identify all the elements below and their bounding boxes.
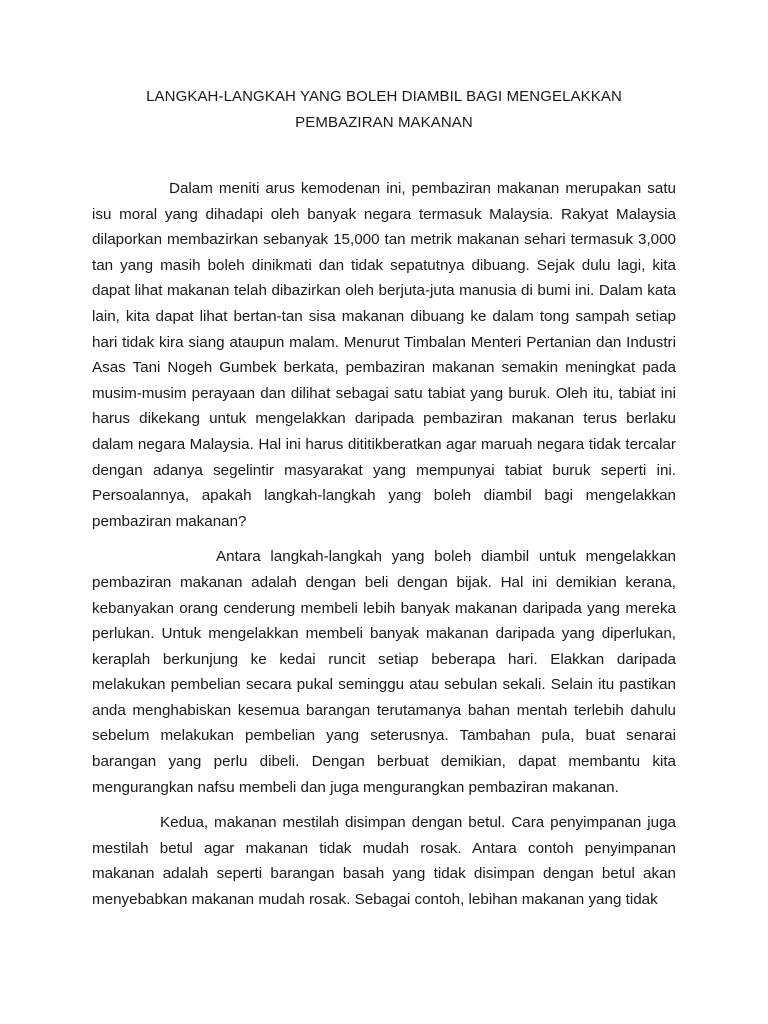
document-page — [92, 0, 676, 913]
title-line-2: PEMBAZIRAN MAKANAN — [295, 114, 473, 131]
paragraph-store-properly: Kedua, makanan mestilah disimpan dengan betul. Cara penyimpanan juga mestilah betul agar makanan tidak mudah rosak. Antara contoh penyimpanan makanan adalah seperti barangan basah yang tidak disimpan dengan betul akan menyebabkan makanan mudah rosak. Sebagai contoh, lebihan makanan yang tidak — [92, 814, 676, 909]
essay-body — [92, 176, 676, 913]
paragraph-buy-wisely: Antara langkah-langkah yang boleh diambil untuk mengelakkan pembaziran makanan adalah dengan beli dengan bijak. Hal ini demikian kerana, kebanyakan orang cenderung membeli lebih banyak makanan daripada yang mereka perlukan. Untuk mengelakkan membeli banyak makanan daripada yang diperlukan, keraplah berkunjung ke kedai runcit setiap beberapa hari. Elakkan daripada melakukan pembelian secara pukal seminggu atau sebulan sekali. Selain itu pastikan anda menghabiskan kesemua barangan terutamanya bahan mentah terlebih dahulu sebelum melakukan pembelian yang seterusnya. Tambahan pula, buat senarai barangan yang perlu dibeli. Dengan berbuat demikian, dapat membantu kita mengurangkan nafsu membeli dan juga mengurangkan pembaziran makanan. — [92, 548, 676, 796]
title-line-1: LANGKAH-LANGKAH YANG BOLEH DIAMBIL BAGI MENGELAKKAN — [146, 88, 622, 105]
essay-title — [92, 84, 676, 136]
paragraph-introduction: Dalam meniti arus kemodenan ini, pembaziran makanan merupakan satu isu moral yang dihadapi oleh banyak negara termasuk Malaysia. Rakyat Malaysia dilaporkan membazirkan sebanyak 15,000 tan metrik makanan sehari termasuk 3,000 tan yang masih boleh dinikmati dan tidak sepatutnya dibuang. Sejak dulu lagi, kita dapat lihat makanan telah dibazirkan oleh berjuta-juta manusia di bumi ini. Dalam kata lain, kita dapat lihat bertan-tan sisa makanan dibuang ke dalam tong sampah setiap hari tidak kira siang ataupun malam. Menurut Timbalan Menteri Pertanian dan Industri Asas Tani Nogeh Gumbek berkata, pembaziran makanan semakin meningkat pada musim-musim perayaan dan dilihat sebagai satu tabiat yang buruk. Oleh itu, tabiat ini harus dikekang untuk mengelakkan daripada pembaziran makanan terus berlaku dalam negara Malaysia. Hal ini harus dititikberatkan agar maruah negara tidak tercalar dengan adanya segelintir masyarakat yang mempunyai tabiat buruk seperti ini. Persoalannya, apakah langkah-langkah yang boleh diambil bagi mengelakkan pembaziran makanan? — [92, 180, 676, 530]
